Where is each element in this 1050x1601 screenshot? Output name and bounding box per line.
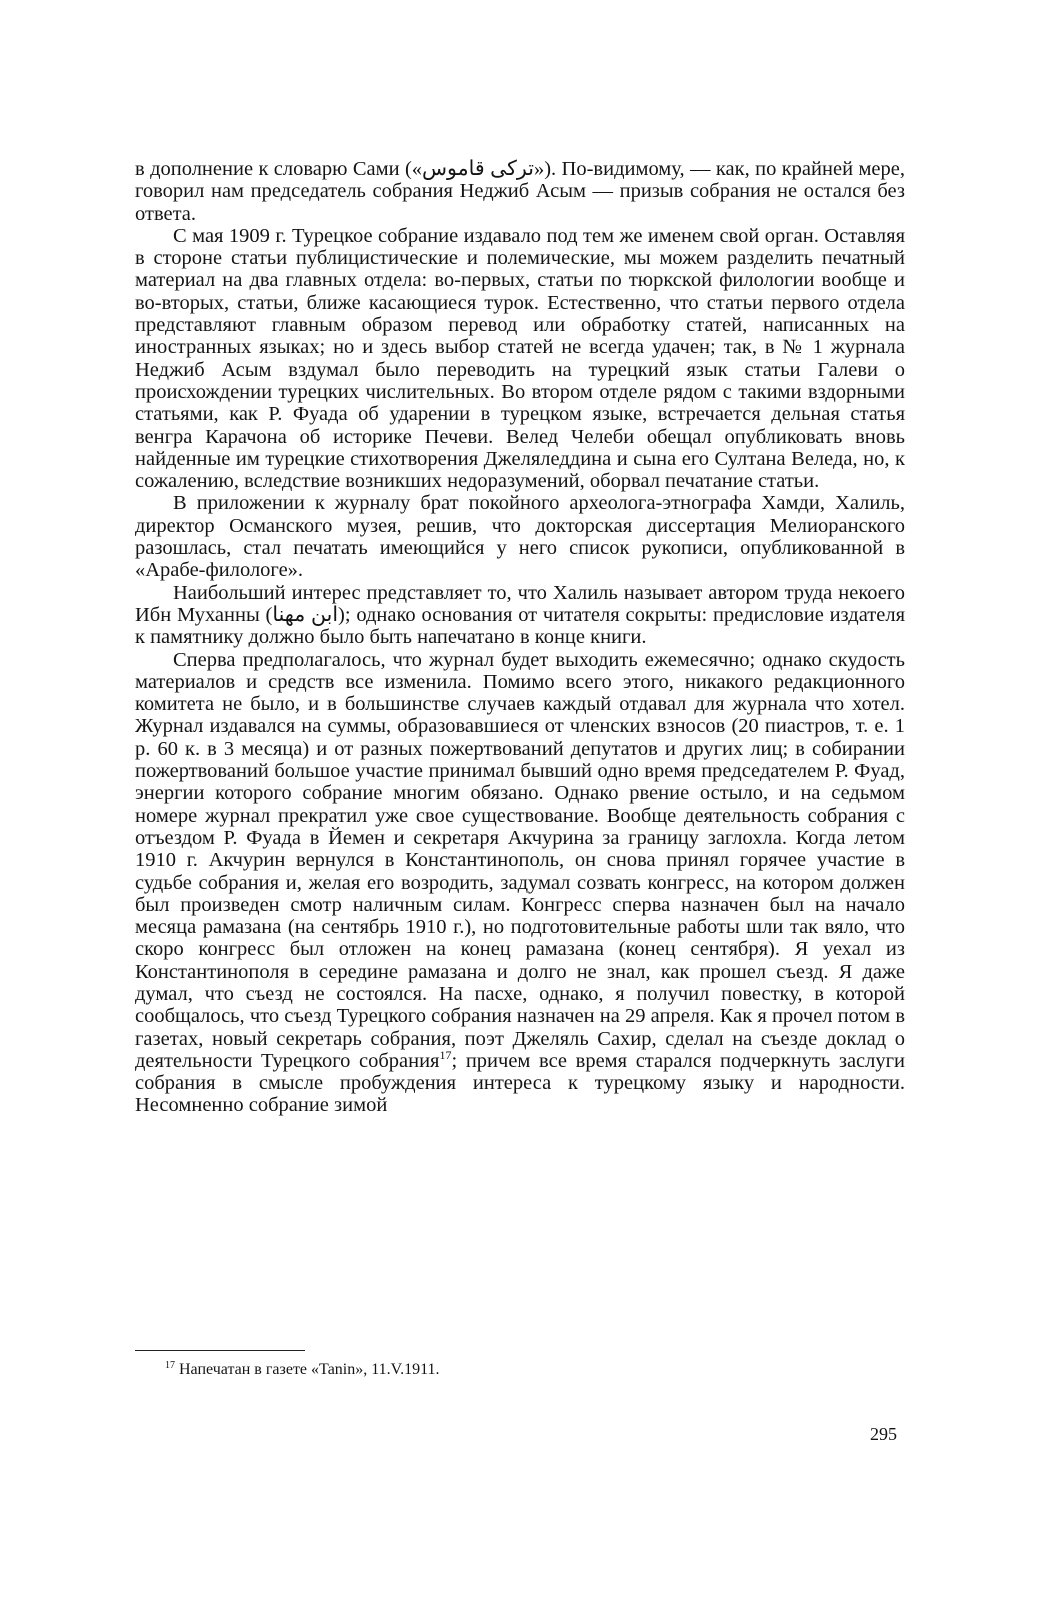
footnote-text: Напечатан в газете «Tanin», 11.V.1911.	[179, 1361, 440, 1378]
page-number: 295	[870, 1424, 897, 1444]
paragraph-text: Сперва предполагалось, что журнал будет выходить ежемесячно; однако скудость материалов и средств все изменила. Помимо всего этого, никакого редакционного комитета не было, и в большинстве случаев каждый отдавал для журнала что хотел. Журнал издавался на суммы, образовавшиеся от членских взносов (20 пиастров, т. е. 1 р. 60 к. в 3 месяца) и от разных пожертвований депутатов и других лиц; в собирании пожертвований большое участие принимал бывший одно время председателем Р. Фуад, энергии которого собрание многим обязано. Однако рвение остыло, и на седьмом номере журнал прекратил уже свое существование. Вообще деятельность собрания с отъездом Р. Фуада в Йемен и секретаря Акчурина за границу заглохла. Когда летом 1910 г. Акчурин вернулся в Константинополь, он снова принял горячее участие в судьбе собрания и, желая его возродить, задумал созвать конгресс, на котором должен был произведен смотр наличным силам. Конгресс сперва назначен был на начало месяца рамазана (на сентябрь 1910 г.), но подготовительные работы шли так вяло, что скоро конгресс был отложен на конец рамазана (конец сентября). Я уехал из Константинополя в середине рамазана и долго не знал, как прошел съезд. Я даже думал, что съезд не состоялся. На пасхе, однако, я получил повестку, в которой сообщалось, что съезд Турецкого собрания назначен на 29 апреля. Как я прочел потом в газетах, новый секретарь собрания, поэт Джеляль Сахир, сделал на съезде доклад о деятельности Турецкого собрания	[135, 648, 905, 1072]
paragraph-text-continued: ; причем все время старался подчеркнуть заслуги собрания в смысле пробуждения интереса к турецкому языку и народности. Несомненно собрание зимой	[135, 1049, 906, 1117]
footnote-reference: 17	[439, 1047, 452, 1062]
footnote-divider	[135, 1350, 305, 1351]
paragraph: в дополнение к словарю Сами («تركى قاموس»). По-видимому, — как, по крайней мере, говорил нам председатель собрания Неджиб Асым — призыв собрания не остался без ответа.	[135, 158, 905, 225]
paragraph: В приложении к журналу брат покойного археолога-этнографа Хамди, Халиль, директор Османского музея, решив, что докторская диссертация Мелиоранского разошлась, стал печатать имеющийся у него список рукописи, опубликованной в «Арабе-филологе».	[135, 492, 905, 582]
paragraph: Наибольший интерес представляет то, что Халиль называет автором труда некоего Ибн Муханны (ابن مهنا); однако основания от читателя сокрыты: предисловие издателя к памятнику должно было быть напечатано в конце книги.	[135, 581, 905, 649]
paragraph-with-footnote	[135, 649, 905, 1117]
footnote	[165, 1356, 765, 1380]
footnote-marker: 17	[165, 1360, 175, 1371]
body-text	[135, 158, 905, 1117]
paragraph: С мая 1909 г. Турецкое собрание издавало под тем же именем свой орган. Оставляя в стороне статьи публицистические и полемические, мы можем разделить печатный материал на два главных отдела: во-первых, статьи по тюркской филологии вообще и во-вторых, статьи, ближе касающиеся турок. Естественно, что статьи первого отдела представляют главным образом перевод или обработку статей, написанных на иностранных языках; но и здесь выбор статей не всегда удачен; так, в № 1 журнала Неджиб Асым вздумал было переводить на турецкий язык статьи Галеви о происхождении турецких числительных. Во втором отделе рядом с такими вздорными статьями, как Р. Фуада об ударении в турецком языке, встречается дельная статья венгра Карачона об историке Печеви. Велед Челеби обещал опубликовать вновь найденные им турецкие стихотворения Джеляледдина и сына его Султана Веледа, но, к сожалению, вследствие возникших недоразумений, оборвал печатание статьи.	[135, 224, 905, 493]
